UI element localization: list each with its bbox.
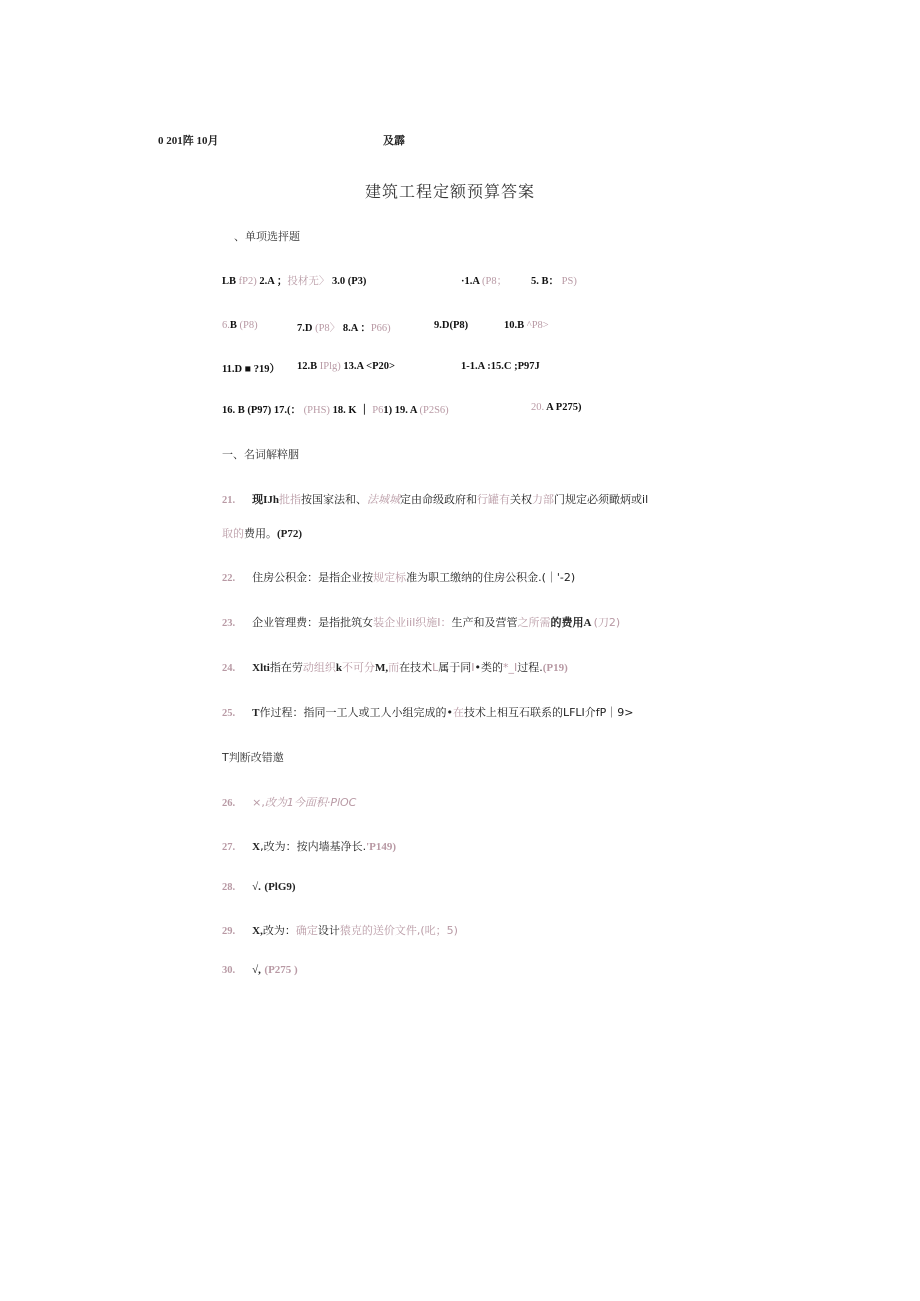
list-item: 23. 企业管理费：是指批筑女装企业iil织施I：生产和及营管之所需的费用A (刀2) [222,616,621,629]
page-title: 建筑工程定额预算答案 [365,182,536,201]
list-item: 25. T作过程：指同一工人或工人小组完成的•在技术上相互石联系的LFLI介fP｜9> [222,706,634,719]
header-right: 及霹 [383,135,405,147]
answer-text: 7.D (P8〉 8.A ：P66) [297,323,391,334]
section-heading-true-false: T判断改错邀 [222,751,284,764]
list-item: 21. 现IJh批指按国家法和、法城城定由命级政府和行罐有关权力部门规定必须瞰炳或il [222,493,649,506]
list-item: 27. X,改为：按内墙基净长.'P149) [222,840,397,853]
answer-text: 20. A P275) [531,402,582,413]
list-item: 24. Xlti指在劳动组织k不可分M,而在技术L属于同I•类的*_I过程.(P19) [222,661,568,674]
answer-text: 6.B (P8) [222,320,258,331]
answer-text: 10.B ^P8> [504,320,549,331]
list-item: 28. √. (PlG9) [222,881,296,893]
section-heading-terms: 一、名词解粹胭 [222,448,299,461]
list-item: 22. 住房公积金：是指企业按规定标准为职工缴纳的住房公积金.(｜'-2) [222,571,576,584]
answer-text: 16. B (P97) 17.(： (PHS) 18. K ｜ P61) 19. A (P2S6) [222,405,449,416]
answer-text: LB fP2) 2.A ；投材无〉 3.0 (P3) [222,276,367,287]
answer-text: 9.D(P8) [434,320,469,331]
list-item: 29. X,改为：确定设计猿克的送价文件,(叱；5) [222,924,458,937]
answer-text: ·1.A (P8； [461,276,508,287]
answer-text: 11.D ■ ?19） [222,364,280,375]
answer-text: 12.B IPlg) 13.A <P20> [297,361,396,372]
list-item-continuation: 取的费用。(P72) [222,527,303,540]
section-heading-single-choice: 、单项选抨题 [234,230,300,243]
list-item: 30. √, (P275 ) [222,964,298,976]
header-date: 0 201阵 10月 [158,135,219,147]
answer-text: 5. B： PS) [531,276,577,287]
answer-text: 1-1.A :15.C ;P97J [461,361,540,372]
list-item: 26. ×,改为1今面积·PlOC [222,796,357,809]
